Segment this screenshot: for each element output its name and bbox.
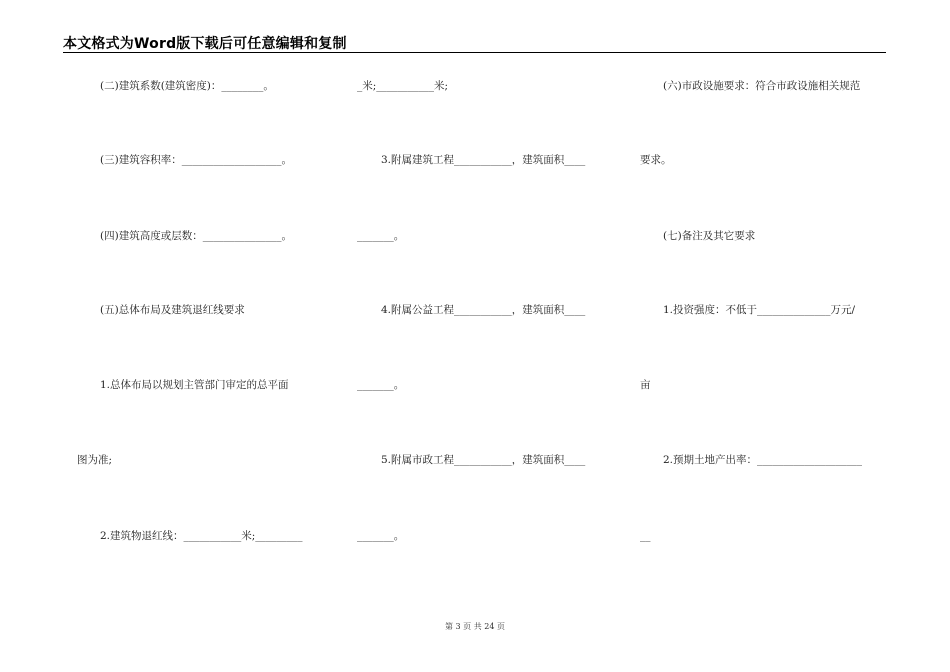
left-line-4: (五)总体布局及建筑退红线要求 xyxy=(100,304,245,316)
middle-line-2: 3.附属建筑工程___________，建筑面积____ xyxy=(381,154,586,166)
right-line-1: (六)市政设施要求：符合市政设施相关规范 xyxy=(663,80,861,92)
middle-line-4: 4.附属公益工程___________，建筑面积____ xyxy=(381,304,586,316)
middle-line-1: _米;___________米; xyxy=(357,80,449,92)
left-line-7: 2.建筑物退红线：___________米;_________ xyxy=(100,530,303,542)
left-line-2: (三)建筑容积率：___________________。 xyxy=(100,154,292,166)
middle-line-3: _______。 xyxy=(357,230,405,242)
right-line-2: 要求。 xyxy=(640,154,672,166)
left-line-1: (二)建筑系数(建筑密度)：________。 xyxy=(100,80,274,92)
left-line-6: 图为准; xyxy=(77,454,113,466)
right-line-4: 1.投资强度：不低于______________万元/ xyxy=(663,304,856,316)
middle-line-6: 5.附属市政工程___________，建筑面积____ xyxy=(381,454,586,466)
right-line-5: 亩 xyxy=(640,379,651,391)
page-number-footer: 第 3 页 共 24 页 xyxy=(445,622,505,631)
right-line-7: __ xyxy=(640,530,651,542)
middle-line-5: _______。 xyxy=(357,379,405,391)
header-divider xyxy=(63,52,886,53)
document-header-title: 本文格式为Word版下载后可任意编辑和复制 xyxy=(63,36,347,52)
left-line-5: 1.总体布局以规划主管部门审定的总平面 xyxy=(100,379,289,391)
right-line-6: 2.预期土地产出率：____________________ xyxy=(663,454,863,466)
left-line-3: (四)建筑高度或层数：_______________。 xyxy=(100,230,292,242)
middle-line-7: _______。 xyxy=(357,530,405,542)
right-line-3: (七)备注及其它要求 xyxy=(663,230,756,242)
